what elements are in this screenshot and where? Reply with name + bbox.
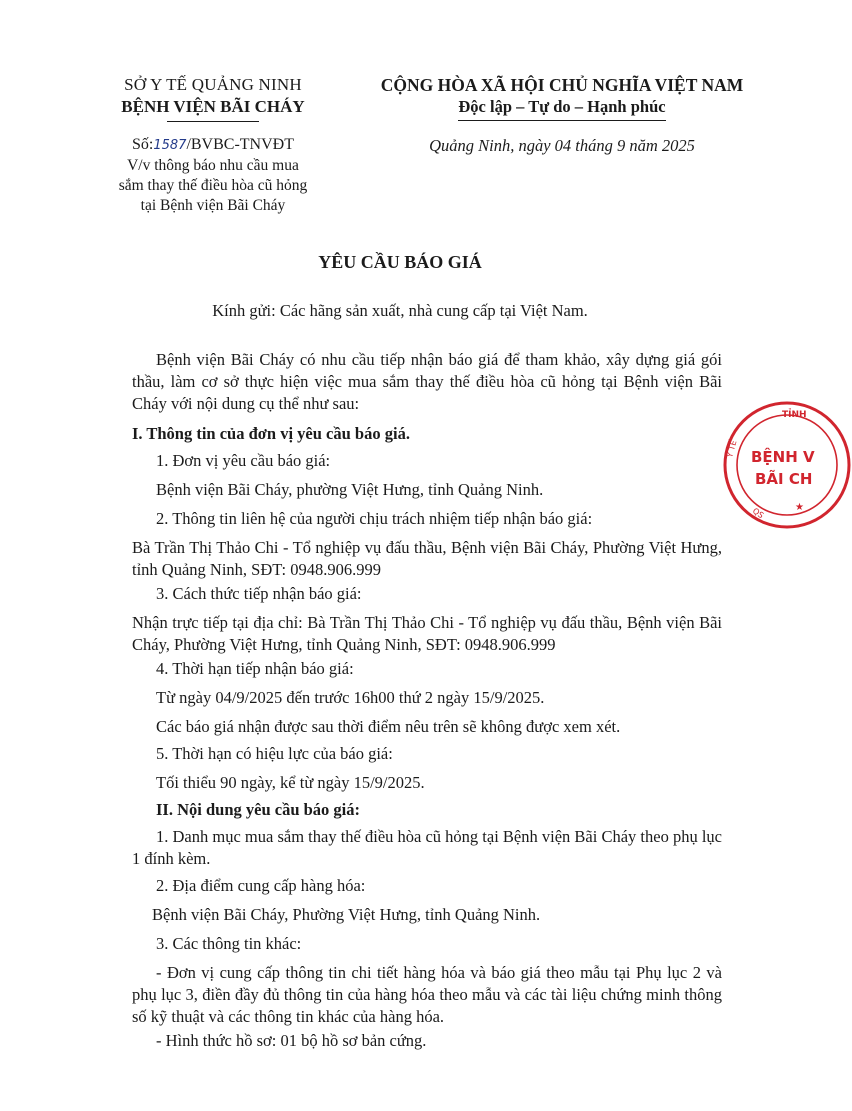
motto-underline (458, 120, 666, 121)
section-1-item-4-label: 4. Thời hạn tiếp nhận báo giá: (156, 659, 354, 678)
organization-name: BỆNH VIỆN BÃI CHÁY (121, 97, 305, 116)
doc-number-prefix: Số: (132, 136, 154, 154)
organization-underline (167, 121, 259, 122)
section-1-heading: I. Thông tin của đơn vị yêu cầu báo giá. (132, 424, 410, 443)
issuer-block (98, 74, 328, 216)
stamp-arc-left: Y TẾ (725, 439, 739, 459)
hospital-stamp (722, 400, 852, 530)
stamp-line-1: BỆNH V (751, 448, 815, 466)
section-1-item-3-value: Nhận trực tiếp tại địa chỉ: Bà Trần Thị Thảo Chi - Tổ nghiệp vụ đấu thầu, Bệnh viện Bãi Cháy, Phường Việt Hưng, tỉnh Quảng Ninh, SĐT: 0948.906.999 (132, 613, 722, 654)
section-1-item-2-value: Bà Trần Thị Thảo Chi - Tổ nghiệp vụ đấu thầu, Bệnh viện Bãi Cháy, Phường Việt Hưng, tỉnh Quảng Ninh, SĐT: 0948.906.999 (132, 538, 722, 579)
stamp-star-icon: ★ (795, 502, 804, 513)
document-number (98, 134, 328, 156)
section-1-item-1-value: Bệnh viện Bãi Cháy, phường Việt Hưng, tỉnh Quảng Ninh. (156, 480, 544, 499)
section-1-item-3-label: 3. Cách thức tiếp nhận báo giá: (156, 584, 362, 603)
intro-paragraph: Bệnh viện Bãi Cháy có nhu cầu tiếp nhận báo giá để tham khảo, xây dựng giá gói thầu, làm cơ sở thực hiện việc mua sắm thay thế điều hòa cũ hỏng tại Bệnh viện Bãi Cháy với nội dung cụ thể như sau: (132, 350, 722, 413)
stamp-line-2: BÃI CH (755, 470, 813, 488)
section-2-item-3-label: 3. Các thông tin khác: (156, 934, 302, 953)
section-1-item-4-value: Từ ngày 04/9/2025 đến trước 16h00 thứ 2 ngày 15/9/2025. (156, 688, 545, 707)
place-and-date: Quảng Ninh, ngày 04 tháng 9 năm 2025 (429, 136, 695, 156)
subject-line-3: tại Bệnh viện Bãi Cháy (140, 197, 286, 215)
national-motto: Độc lập – Tự do – Hạnh phúc (458, 97, 666, 116)
section-2-heading: II. Nội dung yêu cầu báo giá: (156, 800, 361, 819)
section-2-item-2-label: 2. Địa điểm cung cấp hàng hóa: (156, 876, 366, 895)
section-1-item-1-label: 1. Đơn vị yêu cầu báo giá: (156, 451, 331, 470)
subject-line-2: sắm thay thế điều hòa cũ hỏng (118, 177, 308, 195)
national-header (352, 74, 772, 157)
parent-organization: SỞ Y TẾ QUẢNG NINH (124, 75, 302, 94)
national-title: CỘNG HÒA XÃ HỘI CHỦ NGHĨA VIỆT NAM (380, 75, 744, 95)
section-2-bullet-2: - Hình thức hồ sơ: 01 bộ hồ sơ bản cứng. (156, 1031, 427, 1050)
doc-number-suffix: /BVBC-TNVĐT (186, 136, 294, 154)
doc-number-handwritten: 1587 (153, 138, 187, 154)
section-2-item-2-value: Bệnh viện Bãi Cháy, Phường Việt Hưng, tỉnh Quảng Ninh. (152, 905, 541, 924)
section-2-item-1: 1. Danh mục mua sắm thay thế điều hòa cũ hỏng tại Bệnh viện Bãi Cháy theo phụ lục 1 đính kèm. (132, 827, 722, 868)
stamp-arc-top: TỈNH (782, 410, 807, 420)
section-1-item-4-note: Các báo giá nhận được sau thời điểm nêu trên sẽ không được xem xét. (156, 717, 621, 736)
salutation: Kính gửi: Các hãng sản xuất, nhà cung cấp tại Việt Nam. (212, 301, 588, 320)
section-1-item-5-label: 5. Thời hạn có hiệu lực của báo giá: (156, 744, 393, 763)
subject-line-1: V/v thông báo nhu cầu mua (127, 157, 299, 175)
stamp-arc-bottom: QS (750, 506, 766, 521)
section-2-bullet-1: - Đơn vị cung cấp thông tin chi tiết hàng hóa và báo giá theo mẫu tại Phụ lục 2 và phụ lục 3, điền đầy đủ thông tin của hàng hóa theo mẫu và các tài liệu chứng minh thông số kỹ thuật và các thông tin khác của hàng hóa. (132, 963, 722, 1026)
section-1-item-2-label: 2. Thông tin liên hệ của người chịu trách nhiệm tiếp nhận báo giá: (156, 509, 593, 528)
section-1-item-5-value: Tối thiểu 90 ngày, kể từ ngày 15/9/2025. (156, 773, 425, 792)
document-title: YÊU CẦU BÁO GIÁ (318, 252, 482, 272)
